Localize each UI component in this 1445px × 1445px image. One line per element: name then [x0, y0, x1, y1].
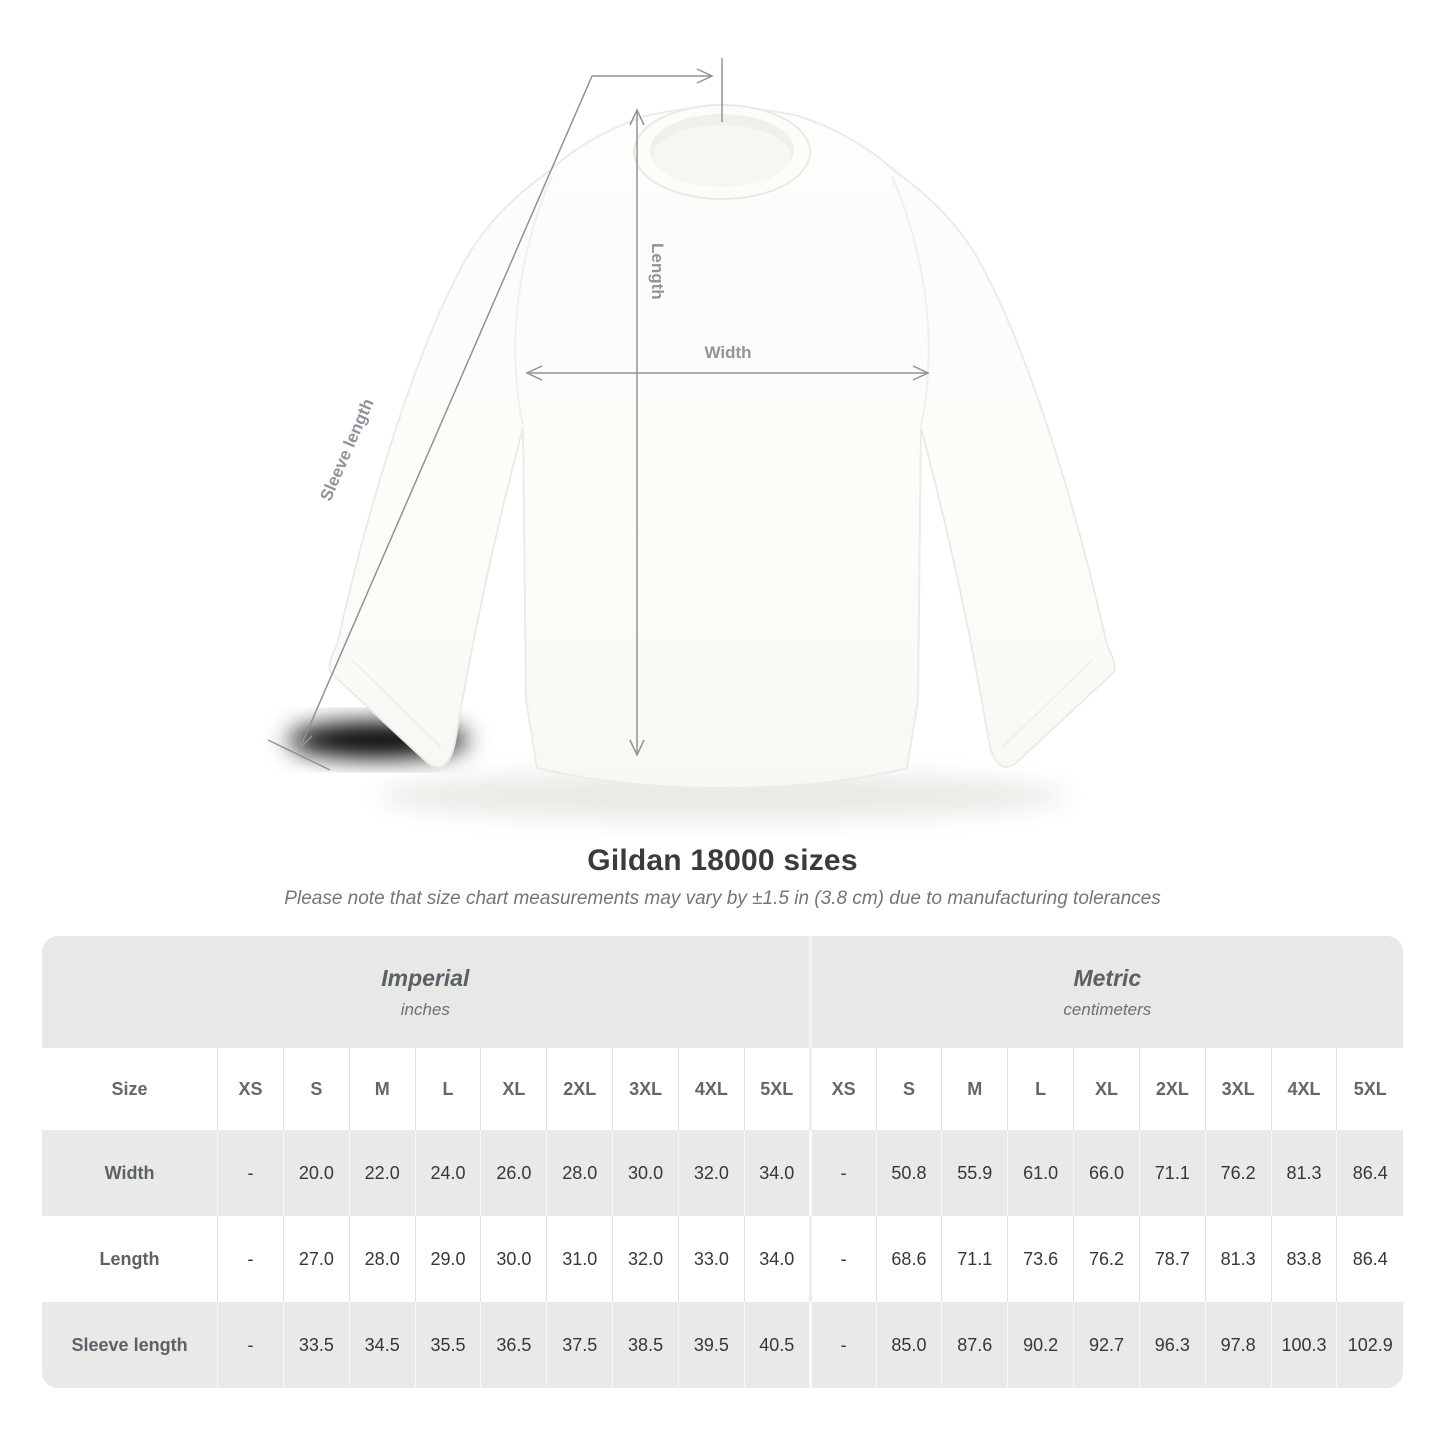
size-header-row [42, 1048, 1403, 1130]
value-cell: 71.1 [1139, 1130, 1205, 1216]
value-cell: 68.6 [876, 1216, 942, 1302]
row-label: Width [42, 1130, 218, 1216]
value-cell: 92.7 [1074, 1302, 1140, 1388]
value-cell: 87.6 [942, 1302, 1008, 1388]
value-cell: 27.0 [283, 1216, 349, 1302]
size-cell: 3XL [613, 1048, 679, 1130]
value-cell: 36.5 [481, 1302, 547, 1388]
value-cell: 86.4 [1337, 1130, 1403, 1216]
size-cell: S [283, 1048, 349, 1130]
tolerance-note: Please note that size chart measurements may vary by ±1.5 in (3.8 cm) due to manufacturing tolerances [284, 888, 1161, 909]
value-cell: 96.3 [1139, 1302, 1205, 1388]
size-cell: XS [218, 1048, 284, 1130]
collar-inner-back [653, 125, 791, 187]
width-label: Width [704, 343, 752, 362]
value-cell: 61.0 [1008, 1130, 1074, 1216]
value-cell: 86.4 [1337, 1216, 1403, 1302]
value-cell: 73.6 [1008, 1216, 1074, 1302]
length-label: Length [648, 243, 667, 300]
value-cell: 78.7 [1139, 1216, 1205, 1302]
sleeve-length-row [42, 1302, 1403, 1388]
value-cell: - [218, 1302, 284, 1388]
value-cell: 28.0 [349, 1216, 415, 1302]
metric-group-unit: centimeters [1063, 999, 1152, 1019]
size-table [42, 936, 1403, 1388]
row-label: Length [42, 1216, 218, 1302]
value-cell: 81.3 [1205, 1216, 1271, 1302]
value-cell: 20.0 [283, 1130, 349, 1216]
imperial-group-name: Imperial [381, 964, 470, 991]
value-cell: 76.2 [1205, 1130, 1271, 1216]
value-cell: 33.0 [679, 1216, 745, 1302]
value-cell: 100.3 [1271, 1302, 1337, 1388]
width-row [42, 1130, 1403, 1216]
unit-band-row [42, 936, 1403, 1048]
value-cell: - [810, 1130, 876, 1216]
size-cell: M [349, 1048, 415, 1130]
value-cell: 71.1 [942, 1216, 1008, 1302]
metric-group-header [810, 936, 1403, 1048]
size-cell: XL [481, 1048, 547, 1130]
size-cell: S [876, 1048, 942, 1130]
size-cell: 2XL [547, 1048, 613, 1130]
value-cell: 37.5 [547, 1302, 613, 1388]
page-title: Gildan 18000 sizes [587, 844, 858, 877]
value-cell: 33.5 [283, 1302, 349, 1388]
length-row [42, 1216, 1403, 1302]
value-cell: - [218, 1130, 284, 1216]
sweatshirt-body [329, 107, 1114, 788]
value-cell: 40.5 [744, 1302, 810, 1388]
value-cell: 32.0 [679, 1130, 745, 1216]
size-cell: L [1008, 1048, 1074, 1130]
value-cell: 35.5 [415, 1302, 481, 1388]
value-cell: 76.2 [1074, 1216, 1140, 1302]
value-cell: 29.0 [415, 1216, 481, 1302]
value-cell: 81.3 [1271, 1130, 1337, 1216]
sleeve-length-label: Sleeve length [316, 395, 378, 504]
value-cell: 39.5 [679, 1302, 745, 1388]
value-cell: 34.5 [349, 1302, 415, 1388]
value-cell: 31.0 [547, 1216, 613, 1302]
value-cell: 22.0 [349, 1130, 415, 1216]
imperial-group-unit: inches [400, 999, 450, 1019]
size-cell: 5XL [1337, 1048, 1403, 1130]
value-cell: 34.0 [744, 1216, 810, 1302]
size-column-header: Size [42, 1048, 218, 1130]
value-cell: - [218, 1216, 284, 1302]
row-label: Sleeve length [42, 1302, 218, 1388]
value-cell: 50.8 [876, 1130, 942, 1216]
value-cell: 38.5 [613, 1302, 679, 1388]
value-cell: 30.0 [481, 1216, 547, 1302]
size-cell: 5XL [744, 1048, 810, 1130]
value-cell: 30.0 [613, 1130, 679, 1216]
metric-group-name: Metric [1073, 964, 1142, 991]
value-cell: - [810, 1216, 876, 1302]
value-cell: 66.0 [1074, 1130, 1140, 1216]
value-cell: 34.0 [744, 1130, 810, 1216]
size-cell: 2XL [1139, 1048, 1205, 1130]
size-cell: 3XL [1205, 1048, 1271, 1130]
value-cell: 32.0 [613, 1216, 679, 1302]
size-cell: 4XL [1271, 1048, 1337, 1130]
value-cell: 90.2 [1008, 1302, 1074, 1388]
size-cell: 4XL [679, 1048, 745, 1130]
value-cell: 102.9 [1337, 1302, 1403, 1388]
size-table-container [42, 936, 1403, 1388]
value-cell: 97.8 [1205, 1302, 1271, 1388]
size-cell: L [415, 1048, 481, 1130]
value-cell: 83.8 [1271, 1216, 1337, 1302]
value-cell: 24.0 [415, 1130, 481, 1216]
value-cell: 28.0 [547, 1130, 613, 1216]
value-cell: 85.0 [876, 1302, 942, 1388]
value-cell: 26.0 [481, 1130, 547, 1216]
value-cell: - [810, 1302, 876, 1388]
imperial-group-header [42, 936, 810, 1048]
size-cell: M [942, 1048, 1008, 1130]
size-cell: XS [810, 1048, 876, 1130]
value-cell: 55.9 [942, 1130, 1008, 1216]
size-cell: XL [1074, 1048, 1140, 1130]
